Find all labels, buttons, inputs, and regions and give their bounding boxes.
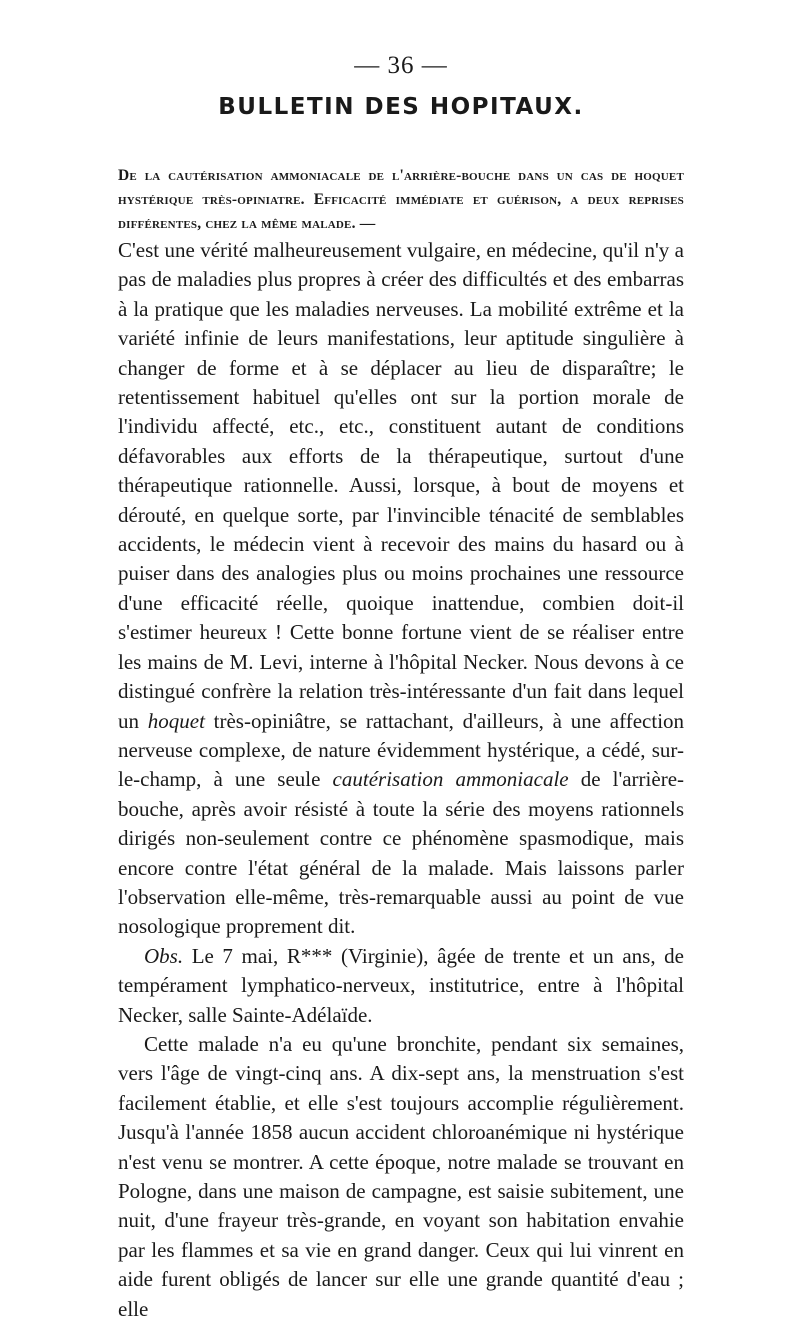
intro-text-1: C'est une vérité malheureusement vulgaire, en médecine, qu'il n'y a pas de maladies plus propres à créer des difficultés et des embarras à la pratique que les maladies nerveuses. La mobilité extrême et la variété infinie de leurs manifestations, leur aptitude singulière à changer de forme et à se déplacer au lieu de disparaître; le retentissement habituel qu'elles ont sur la portion morale de l'individu affecté, etc., etc., constituent autant de conditions défavorables aux efforts de la thérapeutique, surtout d'une thérapeutique rationnelle. Aussi, lorsque, à bout de moyens et dérouté, en quelque sorte, par l'invincible ténacité de semblables accidents, le médecin vient à recevoir des mains du hasard ou à puiser dans des analogies plus ou moins prochaines une ressource d'une efficacité réelle, quoique inattendue, combien doit-il s'estimer heureux ! Cette bonne fortune vient de se réaliser entre les mains de M. Levi, interne à l'hôpital Necker. Nous devons à ce distingué confrère la relation très-intéressante d'un fait dans lequel un [118,238,684,733]
intro-italic-cauterisation: cautérisation ammoniacale [332,767,569,792]
article-heading: De la cautérisation ammoniacale de l'arrière-bouche dans un cas de hoquet hystérique très-opiniatre. Efficacité immédiate et guérison, a deux reprises différentes, chez la même malade. — [118,167,684,232]
page-number: — 36 — [354,52,448,79]
observation-paragraph [118,942,684,1030]
journal-title: BULLETIN DES HOPITAUX. [218,94,584,120]
article-intro [118,236,684,942]
document-page [118,52,684,1324]
intro-text-3: de l'arrière-bouche, après avoir résisté à toute la série des moyens rationnels dirigés non-seulement contre ce phénomène spasmodique, mais encore contre l'état général de la malade. Mais laissons parler l'observation elle-même, très-remarquable aussi au point de vue nosologique proprement dit. [118,767,685,939]
intro-text-2: très-opiniâtre, se rattachant, d'ailleurs, à une affection nerveuse complexe, de nature évidemment hystérique, a cédé, sur-le-champ, à une seule [118,708,685,792]
history-paragraph: Cette malade n'a eu qu'une bronchite, pendant six semaines, vers l'âge de vingt-cinq ans. A dix-sept ans, la menstruation s'est facilement établie, et elle s'est toujours accomplie régulièrement. Jusqu'à l'année 1858 aucun accident chloroanémique ni hystérique n'est venu se montrer. A cette époque, notre malade se trouvant en Pologne, dans une maison de campagne, est saisie subitement, une nuit, d'une frayeur très-grande, en voyant son habitation envahie par les flammes et sa vie en grand danger. Ceux qui lui vinrent en aide furent obligés de lancer sur elle une grande quantité d'eau ; elle [118,1031,684,1321]
observation-text: Le 7 mai, R*** (Virginie), âgée de trente et un ans, de tempérament lymphatico-nerveux, institutrice, entre à l'hôpital Necker, salle Sainte-Adélaïde. [118,943,684,1027]
observation-label: Obs. [144,943,184,968]
intro-italic-hoquet: hoquet [147,708,205,733]
